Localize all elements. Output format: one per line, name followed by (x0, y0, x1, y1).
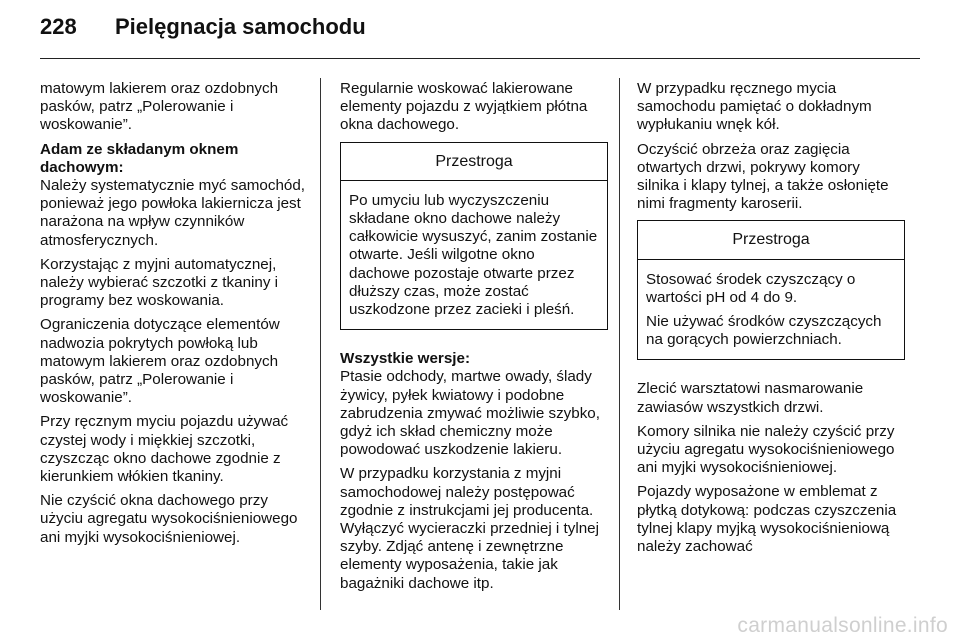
paragraph: Pojazdy wyposażone w emblemat z płytką dotykową: podczas czyszczenia tylnej klapy myjką wysokociśnieniową należy zachować (637, 483, 897, 556)
section-heading: Wszystkie wersje: (340, 350, 470, 368)
page-number: 228 (40, 14, 77, 39)
paragraph: Korzystając z myjni automatycznej, należy wybierać szczotki z tkaniny i programy bez woskowania. (40, 255, 279, 310)
column-2 (340, 80, 608, 599)
paragraph: Nie czyścić okna dachowego przy użyciu agregatu wysokociśnieniowego ani myjki wysokociśnieniowej. (40, 492, 298, 546)
section-heading: Adam ze składanym oknem dachowym: (40, 140, 239, 176)
paragraph: Komory silnika nie należy czyścić przy użyciu agregatu wysokociśnieniowego ani myjki wysokociśnieniowej. (637, 422, 895, 477)
paragraph: Ograniczenia dotyczące elementów nadwozia pokrytych powłoką lub matowym lakierem oraz ozdobnych pasków, patrz „Polerowanie i woskowanie”. (40, 316, 280, 407)
paragraph: Przy ręcznym myciu pojazdu używać czystej wody i miękkiej szczotki, czyszcząc okno dachowe zgodnie z kierunkiem włókien tkaniny. (40, 413, 289, 486)
caution-box (340, 142, 608, 331)
paragraph: Ptasie odchody, martwe owady, ślady żywicy, pyłek kwiatowy i podobne zabrudzenia zmywać możliwie szybko, gdyż ich skład chemiczny może powodować uszkodzenie lakieru. (340, 368, 600, 459)
paragraph: W przypadku korzystania z myjni samochodowej należy postępować zgodnie z instrukcjami jej producenta. Wyłączyć wycieraczki przedniej i tylnej szyby. Zdjąć antenę i zewnętrzne elementy wyposażenia, takie jak bagażniki dachowe itp. (340, 465, 599, 592)
caution-text: Stosować środek czyszczący o wartości pH od 4 do 9. (646, 270, 856, 306)
paragraph: Regularnie woskować lakierowane elementy pojazdu z wyjątkiem płótna okna dachowego. (340, 80, 588, 134)
paragraph: Zlecić warsztatowi nasmarowanie zawiasów wszystkich drzwi. (637, 380, 864, 416)
paragraph: matowym lakierem oraz ozdobnych pasków, patrz „Polerowanie i woskowanie”. (40, 80, 279, 134)
caution-body (638, 260, 904, 360)
caution-title: Przestroga (638, 221, 904, 259)
caution-title: Przestroga (341, 143, 607, 181)
column-3 (637, 80, 905, 562)
chapter-title: Pielęgnacja samochodu (115, 14, 366, 39)
caution-box (637, 220, 905, 360)
caution-text: Po umyciu lub wyczyszczeniu składane okno dachowe należy całkowicie wysuszyć, zanim zostanie otwarte. Jeśli wilgotne okno dachowe pozostaje otwarte przez dłuższy czas, może zostać uszkodzone przez zacieki i pleśń. (349, 191, 598, 319)
paragraph: Oczyścić obrzeża oraz zagięcia otwartych drzwi, pokrywy komory silnika i klapy tylnej, a także osłonięte nimi fragmenty karoserii. (637, 140, 889, 213)
column-1 (40, 80, 312, 553)
paragraph: W przypadku ręcznego mycia samochodu pamiętać o dokładnym wypłukaniu wnęk kół. (637, 80, 872, 134)
column-divider-2 (619, 78, 620, 610)
header-divider (40, 58, 920, 59)
watermark: carmanualsonline.info (737, 614, 948, 637)
page-header (40, 14, 366, 50)
paragraph: Należy systematycznie myć samochód, ponieważ jego powłoka lakiernicza jest narażona na wpływ czynników atmosferycznych. (40, 177, 306, 249)
caution-text: Nie używać środków czyszczących na gorących powierzchniach. (646, 313, 882, 349)
column-divider-1 (320, 78, 321, 610)
caution-body (341, 181, 607, 329)
